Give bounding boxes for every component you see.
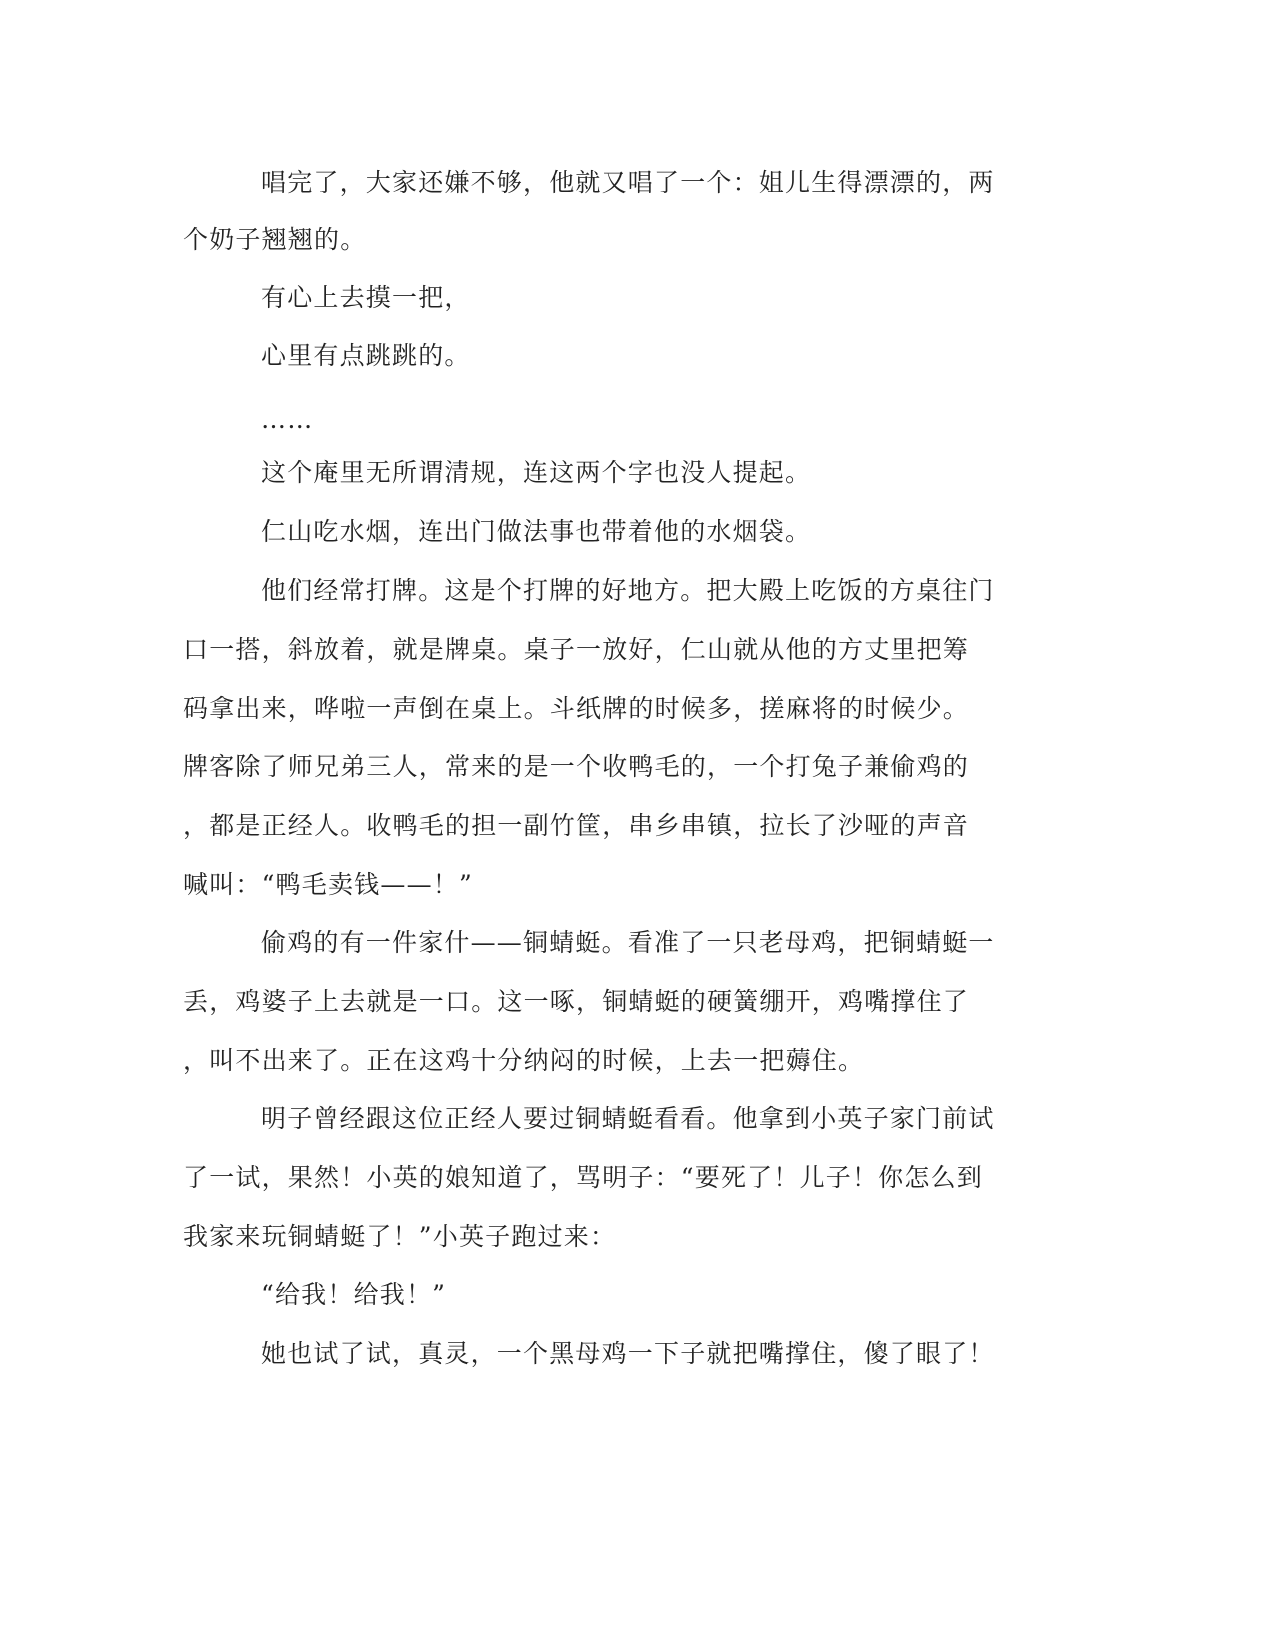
text-line: “给我！给我！” xyxy=(261,1280,447,1309)
text-line: ，都是正经人。收鸭毛的担一副竹筐，串乡串镇，拉长了沙哑的声音 xyxy=(183,811,970,840)
text-line: 心里有点跳跳的。 xyxy=(261,341,471,370)
text-line: 有心上去摸一把， xyxy=(261,283,471,312)
text-line: 喊叫：“鸭毛卖钱——！” xyxy=(183,870,473,899)
text-line: 了一试，果然！小英的娘知道了，骂明子：“要死了！儿子！你怎么到 xyxy=(183,1163,983,1192)
text-line: 明子曾经跟这位正经人要过铜蜻蜓看看。他拿到小英子家门前试 xyxy=(261,1104,995,1133)
text-line: 这个庵里无所谓清规，连这两个字也没人提起。 xyxy=(261,458,812,487)
text-line: …… xyxy=(261,405,314,434)
text-line: 他们经常打牌。这是个打牌的好地方。把大殿上吃饭的方桌往门 xyxy=(261,576,995,605)
text-line: 码拿出来，哗啦一声倒在桌上。斗纸牌的时候多，搓麻将的时候少。 xyxy=(183,694,970,723)
text-line: 仁山吃水烟，连出门做法事也带着他的水烟袋。 xyxy=(261,517,812,546)
text-line: ，叫不出来了。正在这鸡十分纳闷的时候，上去一把薅住。 xyxy=(183,1046,865,1075)
text-line: 她也试了试，真灵，一个黑母鸡一下子就把嘴撑住，傻了眼了！ xyxy=(261,1339,995,1368)
text-line: 唱完了，大家还嫌不够，他就又唱了一个：姐儿生得漂漂的，两 xyxy=(261,168,995,197)
text-line: 口一搭，斜放着，就是牌桌。桌子一放好，仁山就从他的方丈里把筹 xyxy=(183,635,970,664)
text-line: 牌客除了师兄弟三人，常来的是一个收鸭毛的，一个打兔子兼偷鸡的 xyxy=(183,752,970,781)
text-line: 个奶子翘翘的。 xyxy=(183,225,367,254)
text-line: 偷鸡的有一件家什——铜蜻蜓。看准了一只老母鸡，把铜蜻蜓一 xyxy=(261,928,995,957)
text-line: 丢，鸡婆子上去就是一口。这一啄，铜蜻蜓的硬簧绷开，鸡嘴撑住了 xyxy=(183,987,970,1016)
text-line: 我家来玩铜蜻蜓了！”小英子跑过来： xyxy=(183,1222,617,1251)
